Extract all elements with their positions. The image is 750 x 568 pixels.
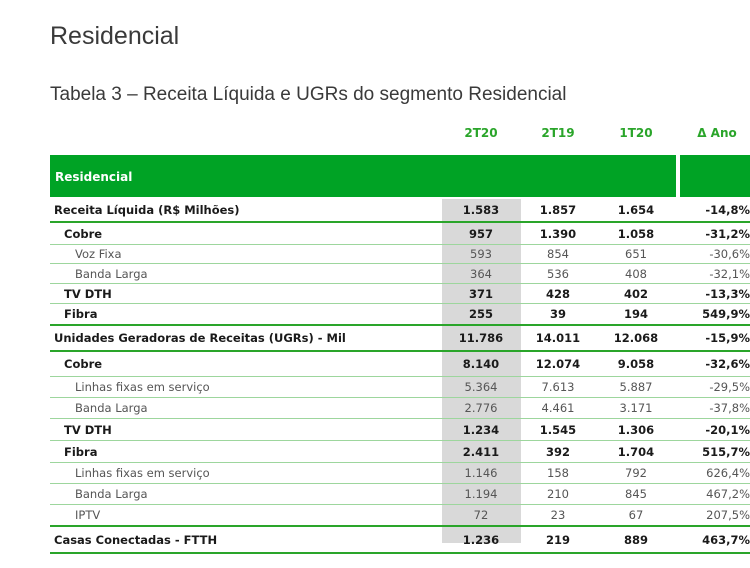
col-header-2t20: 2T20 [464,126,498,140]
table-row: Cobre 8.140 12.074 9.058 -32,6% [50,352,750,377]
section-title: Residencial [50,22,180,50]
table-row: Voz Fixa 593 854 651 -30,6% [50,245,750,264]
table-group-band [50,155,676,197]
table-row: Banda Larga 2.776 4.461 3.171 -37,8% [50,398,750,419]
table-group-label: Residencial [55,170,133,184]
revenue-table [50,199,750,554]
table-row: Receita Líquida (R$ Milhões) 1.583 1.857 1.654 -14,8% [50,199,750,223]
col-header-2t19: 2T19 [541,126,575,140]
table-group-band-right [680,155,750,197]
table-row: Casas Conectadas - FTTH 1.236 219 889 463,7% [50,527,750,554]
col-header-delta-ano: Δ Ano [697,126,737,140]
table-row: Cobre 957 1.390 1.058 -31,2% [50,223,750,245]
table-row: Unidades Geradoras de Receitas (UGRs) - Mil 11.786 14.011 12.068 -15,9% [50,326,750,352]
table-row: Linhas fixas em serviço 5.364 7.613 5.887 -29,5% [50,377,750,398]
table-row: Linhas fixas em serviço 1.146 158 792 626,4% [50,463,750,484]
table-row: IPTV 72 23 67 207,5% [50,505,750,527]
col-header-1t20: 1T20 [619,126,653,140]
table-caption: Tabela 3 – Receita Líquida e UGRs do segmento Residencial [50,84,567,105]
table-row: TV DTH 371 428 402 -13,3% [50,284,750,304]
table-row: Banda Larga 1.194 210 845 467,2% [50,484,750,505]
table-row: Fibra 255 39 194 549,9% [50,304,750,326]
table-row: TV DTH 1.234 1.545 1.306 -20,1% [50,419,750,441]
table-row: Banda Larga 364 536 408 -32,1% [50,264,750,284]
table-row: Fibra 2.411 392 1.704 515,7% [50,441,750,463]
